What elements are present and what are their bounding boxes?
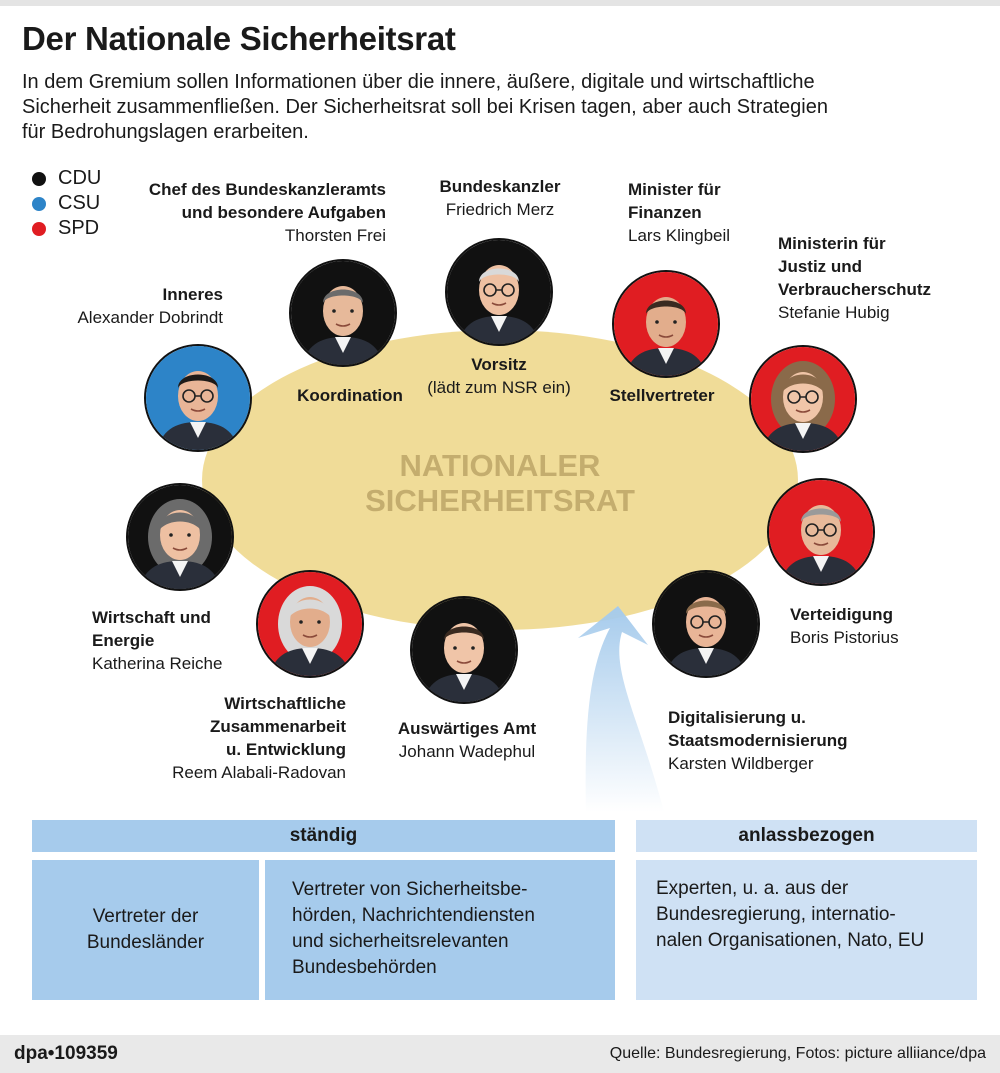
function-stellvertreter (582, 384, 742, 407)
standing-box-laender (32, 860, 259, 1000)
label-digitalisierung (668, 706, 848, 775)
role-line: Staatsmodernisierung (668, 731, 848, 750)
person-icon (412, 598, 516, 702)
intro-line: Sicherheit zusammenfließen. Der Sicherheitsrat soll bei Krisen tagen, aber auch Strategien (22, 96, 828, 118)
member-name: Johann Wadephul (398, 742, 536, 761)
intro-line: für Bedrohungslagen erarbeiten. (22, 121, 309, 143)
label-bundeskanzler (400, 175, 600, 221)
role-line: und besondere Aufgaben (181, 203, 386, 222)
role-line: Auswärtiges Amt (397, 719, 537, 738)
role-line: Chef des Bundeskanzleramts (148, 180, 386, 199)
box-line: Bundesbehörden (292, 957, 437, 978)
role-line: Verteidigung (790, 605, 893, 624)
member-name: Alexander Dobrindt (77, 308, 223, 327)
source-credit: Quelle: Bundesregierung, Fotos: picture alliiance/dpa (609, 1045, 986, 1062)
person-icon (128, 485, 232, 589)
legend-label: CSU (58, 192, 101, 214)
member-name: Katherina Reiche (92, 654, 223, 673)
role-line: Wirtschaft und (92, 608, 211, 627)
person-icon (258, 572, 362, 676)
member-name: Stefanie Hubig (778, 303, 890, 322)
role-line: Ministerin für (778, 234, 886, 253)
box-line: Bundesregierung, internatio- (656, 904, 896, 925)
portrait-karsten-wildberger (652, 570, 760, 678)
label-chef-kanzleramt (149, 178, 386, 247)
label-verteidigung (790, 603, 899, 649)
role-line: Energie (92, 631, 155, 650)
member-name: Lars Klingbeil (628, 226, 731, 245)
role-line: Bundeskanzler (439, 177, 561, 196)
occasional-box (636, 860, 977, 1000)
member-name: Karsten Wildberger (668, 754, 814, 773)
role-line: Wirtschaftliche (224, 694, 346, 713)
person-icon (654, 572, 758, 676)
member-name: Reem Alabali-Radovan (172, 763, 346, 782)
role-line: Minister für (628, 180, 721, 199)
council-name (300, 448, 700, 518)
person-icon (614, 272, 718, 376)
label-entwicklung (172, 692, 346, 784)
standing-header: ständig (32, 820, 615, 852)
person-icon (769, 480, 873, 584)
box-line: hörden, Nachrichtendiensten (292, 905, 535, 926)
function-vorsitz (399, 353, 599, 399)
agency-credit: dpa•109359 (14, 1043, 118, 1064)
box-line: Vertreter der (92, 906, 199, 927)
box-line: Vertreter von Sicherheitsbe- (292, 879, 528, 900)
portrait-thorsten-frei (289, 259, 397, 367)
up-arrow-icon (578, 606, 664, 812)
member-name: Friedrich Merz (445, 200, 555, 219)
page-title: Der Nationale Sicherheitsrat (22, 20, 456, 57)
role-line: u. Entwicklung (226, 740, 346, 759)
label-auswaertiges-amt (367, 717, 567, 763)
label-wirtschaft (92, 606, 222, 675)
person-icon (447, 240, 551, 344)
label-inneres (77, 283, 223, 329)
portrait-johann-wadephul (410, 596, 518, 704)
portrait-friedrich-merz (445, 238, 553, 346)
label-finanzen (628, 178, 730, 247)
portrait-stefanie-hubig (749, 345, 857, 453)
legend-label: CDU (58, 167, 102, 189)
function-label: Stellvertreter (609, 386, 715, 405)
role-line: Digitalisierung u. (668, 708, 806, 727)
legend-label: SPD (58, 217, 100, 239)
member-name: Boris Pistorius (790, 628, 899, 647)
person-icon (146, 346, 250, 450)
intro-line: In dem Gremium sollen Informationen über die innere, äußere, digitale und wirtschaftliche (22, 71, 815, 93)
standing-box-behoerden (265, 860, 615, 1000)
function-note: (lädt zum NSR ein) (427, 378, 571, 397)
person-icon (291, 261, 395, 365)
portrait-boris-pistorius (767, 478, 875, 586)
box-line: Bundesländer (86, 932, 205, 953)
box-line: und sicherheitsrelevanten (292, 931, 509, 952)
occasional-header: anlassbezogen (636, 820, 977, 852)
portrait-reem-alabali-radovan (256, 570, 364, 678)
box-line: nalen Organisationen, Nato, EU (656, 930, 925, 951)
role-line: Zusammenarbeit (209, 717, 346, 736)
function-label: Koordination (297, 386, 403, 405)
council-name-line: NATIONALER (399, 448, 601, 483)
person-icon (751, 347, 855, 451)
function-label: Vorsitz (471, 355, 527, 374)
council-name-line: SICHERHEITSRAT (365, 483, 635, 518)
portrait-alexander-dobrindt (144, 344, 252, 452)
member-name: Thorsten Frei (284, 226, 386, 245)
portrait-katherina-reiche (126, 483, 234, 591)
role-line: Inneres (162, 285, 223, 304)
role-line: Finanzen (628, 203, 702, 222)
label-justiz (778, 232, 931, 324)
box-line: Experten, u. a. aus der (656, 878, 849, 899)
portrait-lars-klingbeil (612, 270, 720, 378)
role-line: Justiz und (778, 257, 863, 276)
role-line: Verbraucherschutz (778, 280, 932, 299)
